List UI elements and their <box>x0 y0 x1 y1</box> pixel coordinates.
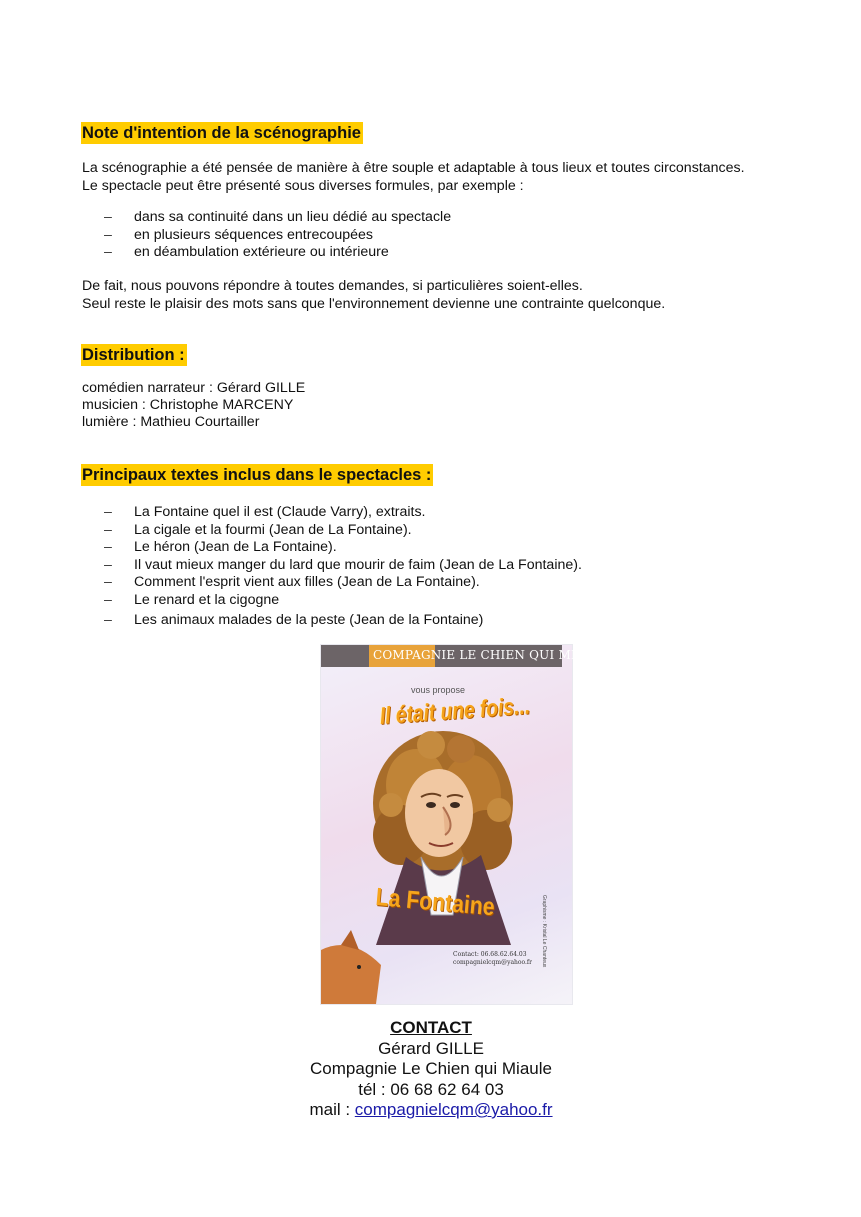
list-item <box>104 539 582 557</box>
text-line: La scénographie a été pensée de manière à être souple et adaptable à tous lieux et toutes circonstances. <box>82 160 745 176</box>
cast-line: musicien : Christophe MARCENY <box>82 397 294 413</box>
section-title-textes: Principaux textes inclus dans le spectacles : <box>82 466 432 484</box>
list-item <box>104 574 582 592</box>
contact-block <box>231 1018 631 1121</box>
list-item-text: Il vaut mieux manger du lard que mourir de faim (Jean de La Fontaine). <box>134 556 582 573</box>
poster-name: La Fontaine <box>374 883 496 922</box>
portrait-illustration <box>321 645 572 1004</box>
section-title-scenographie: Note d'intention de la scénographie <box>82 124 361 142</box>
list-item <box>104 557 582 575</box>
list-item-text: Le renard et la cigogne <box>134 591 280 608</box>
formules-list <box>104 209 451 262</box>
scenographie-intro <box>82 159 745 195</box>
dash-marker: – <box>104 574 112 590</box>
list-item <box>104 244 451 262</box>
list-item-text: en déambulation extérieure ou intérieure <box>134 244 389 260</box>
poster-contact-mail: compagnielcqm@yahoo.fr <box>453 959 533 966</box>
scenographie-conclusion <box>82 277 665 313</box>
poster-contact-phone: Contact: 06.68.62.64.03 <box>453 951 527 958</box>
contact-company: Compagnie Le Chien qui Miaule <box>310 1059 552 1078</box>
list-item <box>104 227 451 245</box>
list-item-text: Les animaux malades de la peste (Jean de la Fontaine) <box>134 612 484 628</box>
text-line: Seul reste le plaisir des mots sans que l'environnement devienne une contrainte quelconque. <box>82 296 666 312</box>
list-item-text: La cigale et la fourmi (Jean de La Fontaine). <box>134 521 412 538</box>
list-item-text: dans sa continuité dans un lieu dédié au spectacle <box>134 209 452 225</box>
dash-marker: – <box>104 226 112 243</box>
list-item-text: La Fontaine quel il est (Claude Varry), extraits. <box>134 504 426 520</box>
show-poster-image <box>320 644 613 1005</box>
mail-label: mail : <box>309 1100 355 1119</box>
dash-marker: – <box>104 521 112 538</box>
dash-marker: – <box>104 556 112 573</box>
dash-marker: – <box>104 539 112 555</box>
textes-list <box>104 504 582 630</box>
dash-marker: – <box>104 209 112 225</box>
list-item-text: en plusieurs séquences entrecoupées <box>134 226 373 243</box>
email-link[interactable]: compagnielcqm@yahoo.fr <box>354 1100 553 1119</box>
poster-title: Il était une fois... <box>379 692 531 730</box>
poster-credit: Graphisme : Kristal Le Chanteux <box>541 895 547 968</box>
list-item <box>104 209 451 227</box>
text-line: De fait, nous pouvons répondre à toutes demandes, si particulières soient-elles. <box>82 278 583 294</box>
fox-shape <box>321 930 381 1004</box>
dash-marker: – <box>104 244 112 260</box>
dash-marker: – <box>104 612 112 628</box>
section-title-distribution: Distribution : <box>82 346 185 364</box>
text-line: Le spectacle peut être présenté sous diverses formules, par exemple : <box>82 178 524 194</box>
poster-company-name: COMPAGNIE LE CHIEN QUI MIAULE <box>373 648 613 662</box>
poster-contact <box>453 951 532 967</box>
poster-propose: vous propose <box>411 685 466 695</box>
list-item-text: Le héron (Jean de La Fontaine). <box>134 539 337 555</box>
list-item-text: Comment l'esprit vient aux filles (Jean de La Fontaine). <box>134 574 480 590</box>
cast-line: lumière : Mathieu Courtailler <box>82 414 260 430</box>
distribution-list <box>82 380 305 431</box>
list-item <box>104 612 582 630</box>
dash-marker: – <box>104 504 112 520</box>
dash-marker: – <box>104 591 112 608</box>
contact-heading: CONTACT <box>390 1018 472 1037</box>
list-item <box>104 592 582 610</box>
cast-line: comédien narrateur : Gérard GILLE <box>82 380 306 396</box>
list-item <box>104 504 582 522</box>
list-item <box>104 522 582 540</box>
contact-tel: tél : 06 68 62 64 03 <box>358 1079 504 1099</box>
contact-mail-line <box>231 1100 631 1121</box>
contact-name: Gérard GILLE <box>378 1038 484 1058</box>
